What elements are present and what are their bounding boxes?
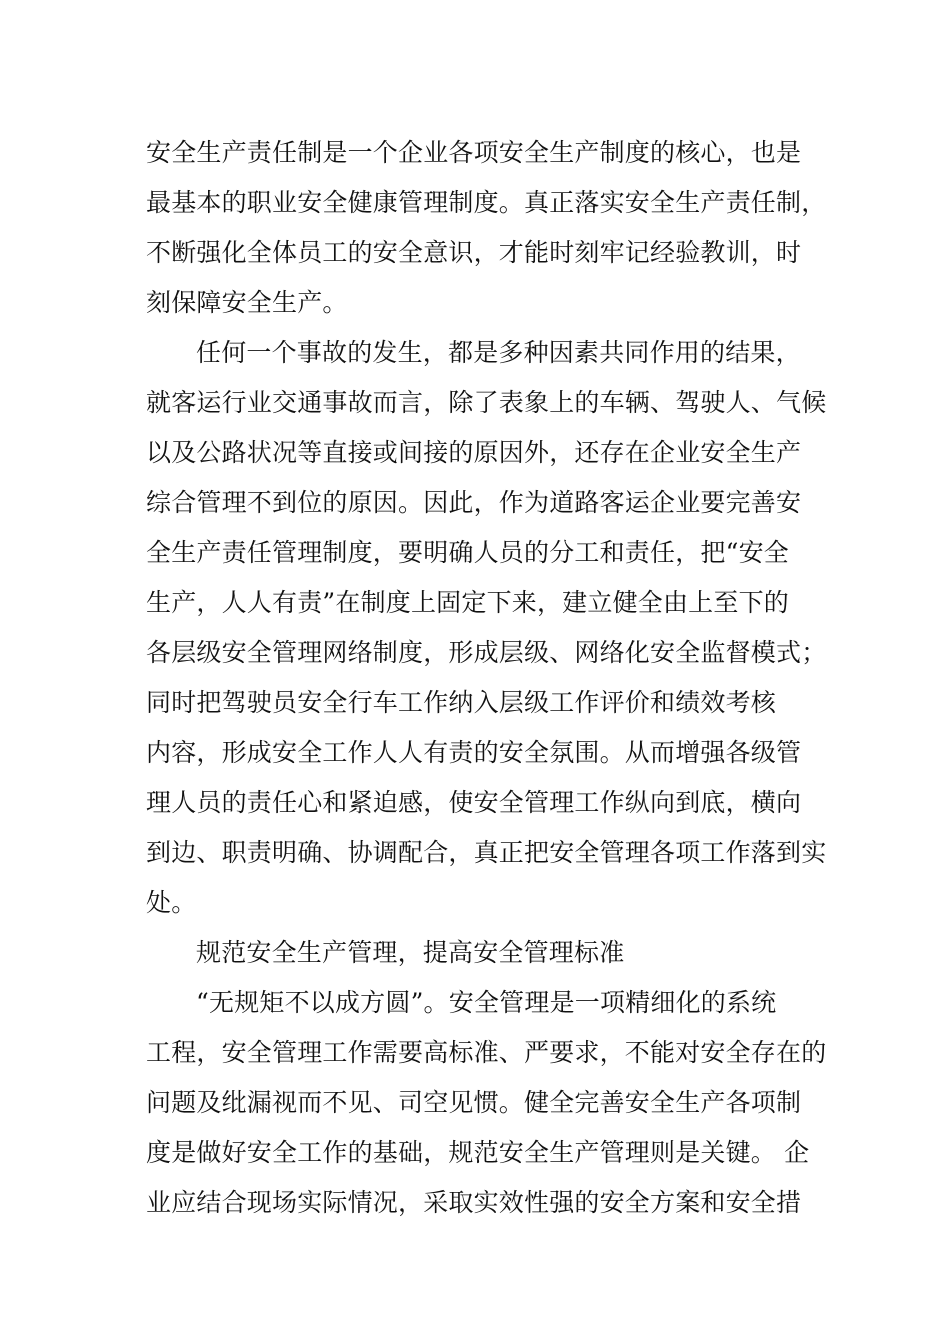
text-line: 处。: [146, 888, 197, 917]
text-line: 度是做好安全工作的基础，规范安全生产管理则是关键。 企: [146, 1138, 810, 1167]
text-line: 不断强化全体员工的安全意识，才能时刻牢记经验教训，时: [146, 238, 802, 267]
text-line: 全生产责任管理制度，要明确人员的分工和责任，把“安全: [146, 538, 789, 567]
document-body: [146, 128, 827, 1228]
paragraph-standards: [146, 978, 827, 1228]
text-line: 生产，人人有责”在制度上固定下来，建立健全由上至下的: [146, 588, 789, 617]
text-line: 以及公路状况等直接或间接的原因外，还存在企业安全生产: [146, 438, 802, 467]
text-line: 规范安全生产管理，提高安全管理标准: [196, 938, 625, 967]
text-line: 到边、职责明确、协调配合，真正把安全管理各项工作落到实: [146, 838, 827, 867]
text-line: 内容，形成安全工作人人有责的安全氛围。从而增强各级管: [146, 738, 802, 767]
text-line: 业应结合现场实际情况，采取实效性强的安全方案和安全措: [146, 1188, 802, 1217]
text-line: 各层级安全管理网络制度，形成层级、网络化安全监督模式；: [146, 638, 827, 667]
text-line: 任何一个事故的发生，都是多种因素共同作用的结果，: [196, 338, 801, 367]
text-line: 问题及纰漏视而不见、司空见惯。健全完善安全生产各项制: [146, 1088, 802, 1117]
text-line: 安全生产责任制是一个企业各项安全生产制度的核心，也是: [146, 138, 802, 167]
section-heading: [146, 928, 810, 978]
text-line: 就客运行业交通事故而言，除了表象上的车辆、驾驶人、气候: [146, 388, 827, 417]
text-line: 工程，安全管理工作需要高标准、严要求，不能对安全存在的: [146, 1038, 827, 1067]
text-line: 最基本的职业安全健康管理制度。真正落实安全生产责任制，: [146, 188, 827, 217]
paragraph-responsibility: [146, 128, 827, 328]
text-line: “无规矩不以成方圆”。安全管理是一项精细化的系统: [196, 988, 777, 1017]
text-line: 同时把驾驶员安全行车工作纳入层级工作评价和绩效考核: [146, 688, 777, 717]
paragraph-accident-causes: [146, 328, 827, 928]
text-line: 综合管理不到位的原因。因此，作为道路客运企业要完善安: [146, 488, 802, 517]
text-line: 理人员的责任心和紧迫感，使安全管理工作纵向到底，横向: [146, 788, 802, 817]
text-line: 刻保障安全生产。: [146, 288, 348, 317]
